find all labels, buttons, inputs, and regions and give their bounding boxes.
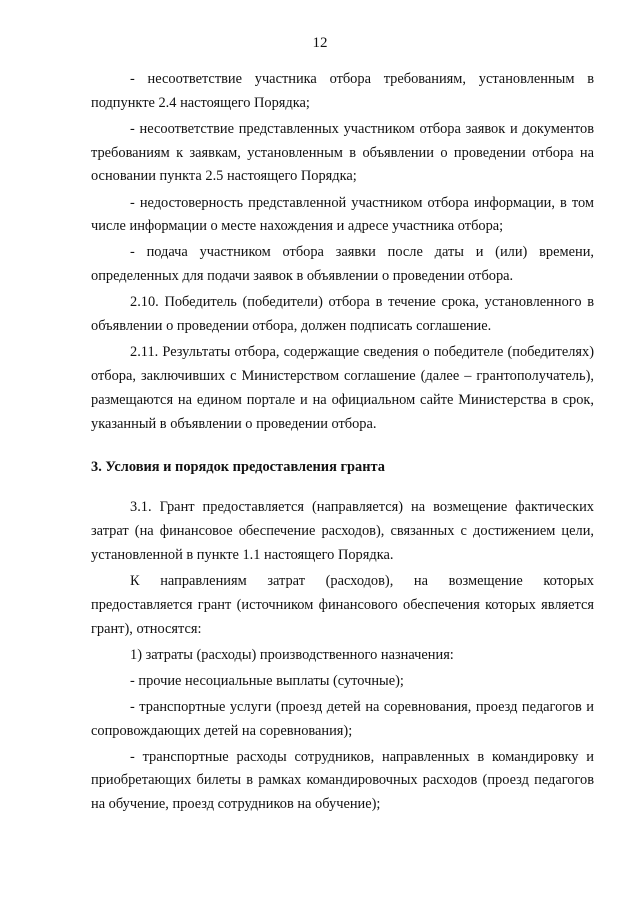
paragraph-2-10: 2.10. Победитель (победители) отбора в течение срока, установленного в объявлении о проведении отбора, должен подписать соглашение. <box>91 294 594 335</box>
paragraph-2-11: 2.11. Результаты отбора, содержащие сведения о победителе (победителях) отбора, заключивших с Министерством соглашение (далее – грантополучатель), размещаются на едином портале и на официальном сайте Министерства в срок, указанный в объявлении о проведении отбора. <box>91 344 594 432</box>
list-item-per-diem: - прочие несоциальные выплаты (суточные); <box>130 672 404 689</box>
section-heading: 3. Условия и порядок предоставления гранта <box>91 459 385 476</box>
list-item-transport-services: - транспортные услуги (проезд детей на соревнования, проезд педагогов и сопровождающих детей на соревнования); <box>91 698 594 739</box>
paragraph-late-submission: - подача участником отбора заявки после даты и (или) времени, определенных для подачи заявок в объявлении о проведении отбора. <box>91 244 594 285</box>
list-item-travel-expenses: - транспортные расходы сотрудников, направленных в командировку и приобретающих билеты в рамках командировочных расходов (проезд педагогов на обучение, проезд сотрудников на обучение); <box>91 748 594 813</box>
page-number: 12 <box>312 35 328 51</box>
paragraph-nonconformity-requirements: - несоответствие участника отбора требованиям, установленным в подпункте 2.4 настоящего Порядка; <box>91 71 594 111</box>
document-body <box>91 68 594 819</box>
paragraph-cost-directions: К направлениям затрат (расходов), на возмещение которых предоставляется грант (источником финансового обеспечения которых является грант), относятся: <box>91 572 594 637</box>
paragraph-3-1: 3.1. Грант предоставляется (направляется) на возмещение фактических затрат (на финансовое обеспечение расходов), связанных с достижением цели, установленной в пункте 1.1 настоящего Порядка. <box>91 499 594 563</box>
paragraph-nonconformity-documents: - несоответствие представленных участником отбора заявок и документов требованиям к заявкам, установленным в объявлении о проведении отбора на основании пункта 2.5 настоящего Порядка; <box>91 120 594 185</box>
list-item-production-costs: 1) затраты (расходы) производственного назначения: <box>130 646 454 663</box>
paragraph-unreliable-information: - недостоверность представленной участником отбора информации, в том числе информации о месте нахождения и адресе участника отбора; <box>91 194 594 235</box>
